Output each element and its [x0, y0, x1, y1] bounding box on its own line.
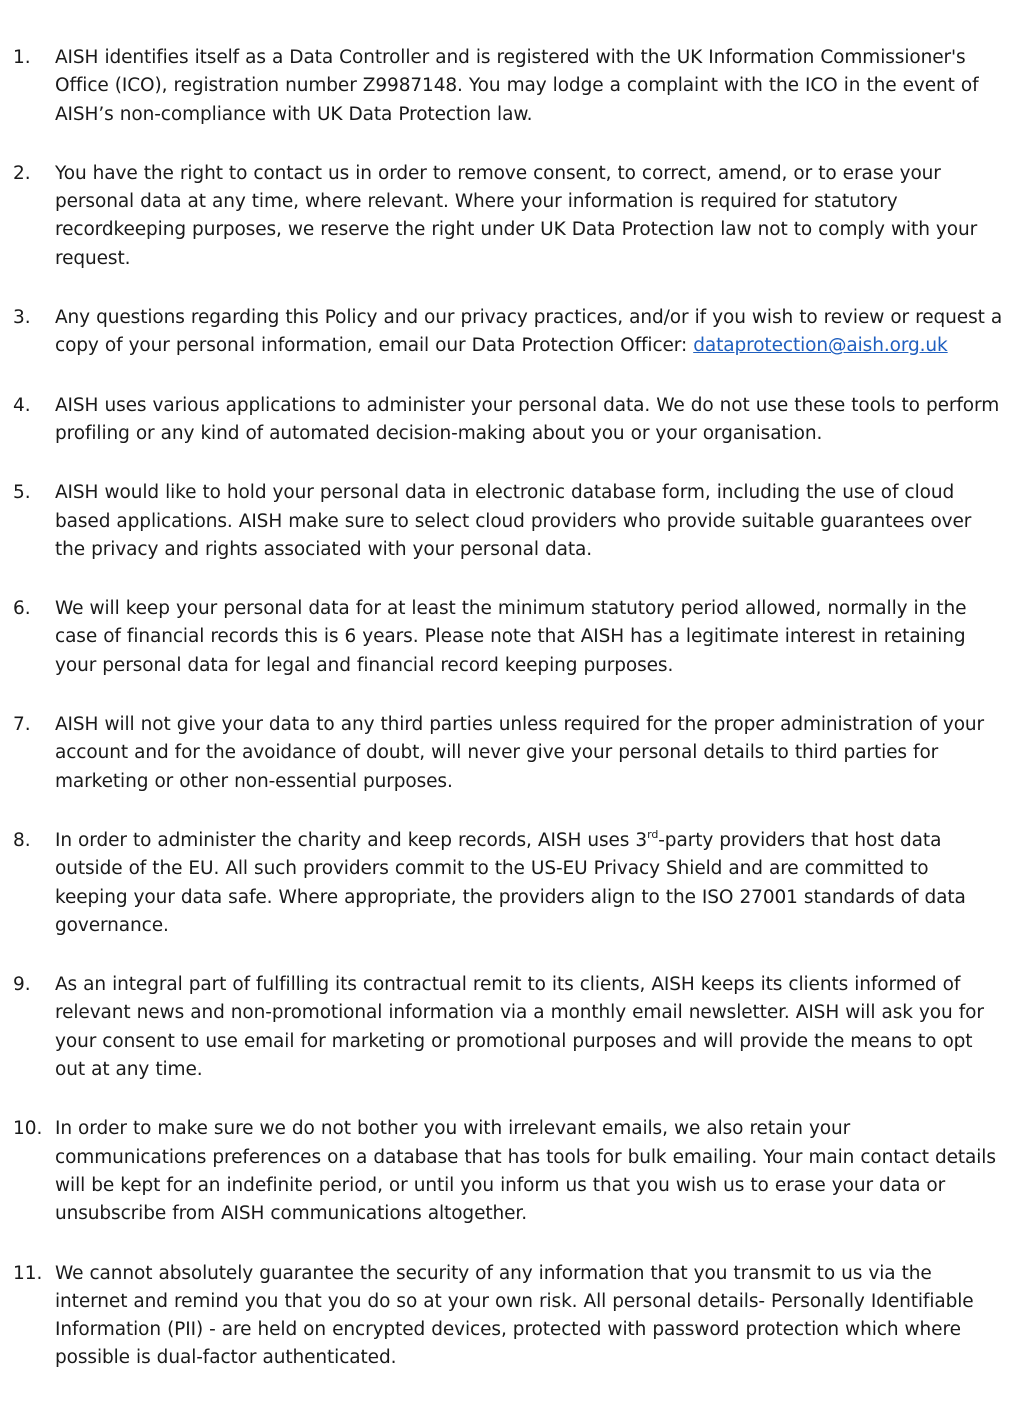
- item-text: Any questions regarding this Policy and our privacy practices, and/or if you wish to review or request a copy of your personal information, email our Data Protection Officer:: [55, 307, 1003, 357]
- item-text: AISH uses various applications to administer your personal data. We do not use these tools to perform profiling or any kind of automated decision-making about you or your organisation.: [55, 394, 1000, 444]
- list-item: [0, 392, 1021, 449]
- list-item: [0, 971, 1021, 1084]
- item-number: 2.: [13, 162, 31, 184]
- item-number: 11.: [13, 1262, 43, 1284]
- item-text-after: -party providers that host data outside of the EU. All such providers commit to the US-EU Privacy Shield and are committed to keeping your data safe. Where appropriate, the providers align to the ISO 27001 standards of data governance.: [55, 829, 966, 936]
- item-text: AISH identifies itself as a Data Controller and is registered with the UK Information Commissioner's Office (ICO), registration number Z9987148. You may lodge a complaint with the ICO in the event of AISH’s non-compliance with UK Data Protection law.: [55, 47, 979, 125]
- data-protection-email-link[interactable]: dataprotection@aish.org.uk: [693, 335, 948, 357]
- list-item: [0, 160, 1021, 273]
- list-item: [0, 595, 1021, 680]
- item-number: 4.: [13, 394, 31, 416]
- item-number: 3.: [13, 307, 31, 329]
- privacy-policy-list: [0, 44, 1021, 1404]
- item-number: 6.: [13, 598, 31, 620]
- item-text: We will keep your personal data for at least the minimum statutory period allowed, normally in the case of financial records this is 6 years. Please note that AISH has a legitimate interest in retaining your personal data for legal and financial record keeping purposes.: [55, 598, 967, 676]
- list-item: [0, 44, 1021, 129]
- item-number: 7.: [13, 714, 31, 736]
- item-number: 10.: [13, 1118, 43, 1140]
- item-number: 9.: [13, 974, 31, 996]
- list-item: [0, 1115, 1021, 1228]
- list-item: [0, 827, 1021, 940]
- item-text: We cannot absolutely guarantee the security of any information that you transmit to us via the internet and remind you that you do so at your own risk. All personal details- Personally Identifiable Information (PII) - are held on encrypted devices, protected with password protection which where possible is dual-factor authenticated.: [55, 1262, 974, 1369]
- item-text: AISH will not give your data to any third parties unless required for the proper administration of your account and for the avoidance of doubt, will never give your personal details to third parties for marketing or other non-essential purposes.: [55, 714, 985, 792]
- list-item: [0, 1260, 1021, 1373]
- item-text-before: In order to administer the charity and keep records, AISH uses 3: [55, 829, 648, 851]
- list-item: [0, 479, 1021, 564]
- item-text: In order to make sure we do not bother you with irrelevant emails, we also retain your communications preferences on a database that has tools for bulk emailing. Your main contact details will be kept for an indefinite period, or until you inform us that you wish us to erase your data or unsubscribe from AISH communications altogether.: [55, 1118, 996, 1225]
- item-number: 5.: [13, 482, 31, 504]
- item-text: You have the right to contact us in order to remove consent, to correct, amend, or to erase your personal data at any time, where relevant. Where your information is required for statutory recordkeeping purposes, we reserve the right under UK Data Protection law not to comply with your request.: [55, 162, 978, 269]
- item-text: AISH would like to hold your personal data in electronic database form, including the use of cloud based applications. AISH make sure to select cloud providers who provide suitable guarantees over the privacy and rights associated with your personal data.: [55, 482, 972, 560]
- item-text-with-link: [55, 304, 1007, 361]
- ordinal-superscript: rd: [647, 827, 659, 841]
- list-item: [0, 711, 1021, 796]
- item-text-with-superscript: [55, 827, 1007, 940]
- list-item: [0, 304, 1021, 361]
- item-number: 1.: [13, 47, 31, 68]
- item-number: 8.: [13, 829, 31, 851]
- item-text: As an integral part of fulfilling its contractual remit to its clients, AISH keeps its clients informed of relevant news and non-promotional information via a monthly email newsletter. AISH will ask you for your consent to use email for marketing or promotional purposes and will provide the means to opt out at any time.: [55, 974, 984, 1081]
